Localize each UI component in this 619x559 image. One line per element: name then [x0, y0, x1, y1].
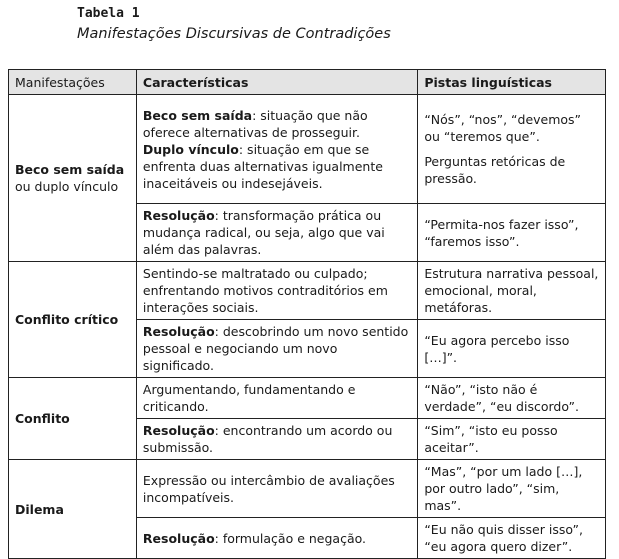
table-row [9, 95, 606, 204]
term-text: : situação em que se enfrenta duas alternativas igualmente inaceitáveis ou indesejáveis. [142, 141, 383, 191]
resolution-label: Resolução [142, 324, 215, 339]
table-title: Manifestações Discursivas de Contradições [77, 26, 391, 42]
cues-cell: “Mas”, “por um lado […], por outro lado”, “sim, mas”. [418, 460, 606, 518]
resolution-text: : transformação prática ou mudança radical, ou seja, algo que vai além das palavras. [142, 208, 385, 257]
header-caracteristicas: Características [136, 70, 417, 95]
cue-text: “Nós”, “nos”, “devemos” [424, 112, 582, 127]
header-manifestacoes: Manifestações [9, 70, 137, 95]
table-row [9, 460, 606, 518]
manifestation-cell [9, 95, 137, 262]
term-label: Beco sem saída [142, 107, 253, 123]
cues-cell: Estrutura narrativa pessoal, emocional, moral, metáforas. [418, 262, 606, 320]
resolution-text: : descobrindo um novo sentido pessoal e negociando um novo significado. [142, 324, 409, 373]
header-pistas: Pistas linguísticas [418, 70, 606, 95]
resolution-label: Resolução [142, 208, 215, 223]
cue-text: ou “teremos que”. [424, 129, 540, 144]
resolution-cell [136, 320, 417, 378]
resolution-cell [136, 518, 417, 559]
header-row [9, 70, 606, 95]
resolution-text: : encontrando um acordo ou submissão. [142, 423, 393, 455]
manifestation-cell: Dilema [9, 460, 137, 559]
resolution-text: : formulação e negação. [214, 530, 366, 546]
resolution-label: Resolução [142, 423, 215, 438]
cues-cell: “Não”, “isto não é verdade”, “eu discordo”. [418, 378, 606, 419]
table-row [9, 262, 606, 320]
resolution-cues-cell: “Eu agora percebo isso […]”. [418, 320, 606, 378]
resolution-cell [136, 419, 417, 460]
characteristics-cell [136, 95, 417, 204]
cues-cell [418, 95, 606, 204]
characteristics-cell: Expressão ou intercâmbio de avaliações incompatíveis. [136, 460, 417, 518]
characteristics-cell: Argumentando, fundamentando e criticando. [136, 378, 417, 419]
term-text: : situação que não oferece alternativas de prosseguir. [142, 107, 368, 140]
cue-text: Perguntas retóricas de pressão. [424, 154, 566, 186]
table-row [9, 378, 606, 419]
table-label: Tabela 1 [77, 6, 140, 21]
resolution-label: Resolução [142, 530, 215, 546]
resolution-cues-cell: “Eu não quis disser isso”, “eu agora quero dizer”. [418, 518, 606, 559]
manifestation-rest: ou duplo vínculo [15, 179, 119, 194]
manifestation-cell: Conflito crítico [9, 262, 137, 378]
contradictions-table [8, 69, 606, 559]
resolution-cues-cell: “Permita-nos fazer isso”, “faremos isso”. [418, 204, 606, 262]
characteristics-cell: Sentindo-se maltratado ou culpado; enfrentando motivos contraditórios em interações sociais. [136, 262, 417, 320]
term-label: Duplo vínculo [142, 141, 239, 157]
manifestation-bold: Beco sem saída [15, 162, 125, 177]
manifestation-cell: Conflito [9, 378, 137, 460]
resolution-cues-cell: “Sim”, “isto eu posso aceitar”. [418, 419, 606, 460]
resolution-cell [136, 204, 417, 262]
